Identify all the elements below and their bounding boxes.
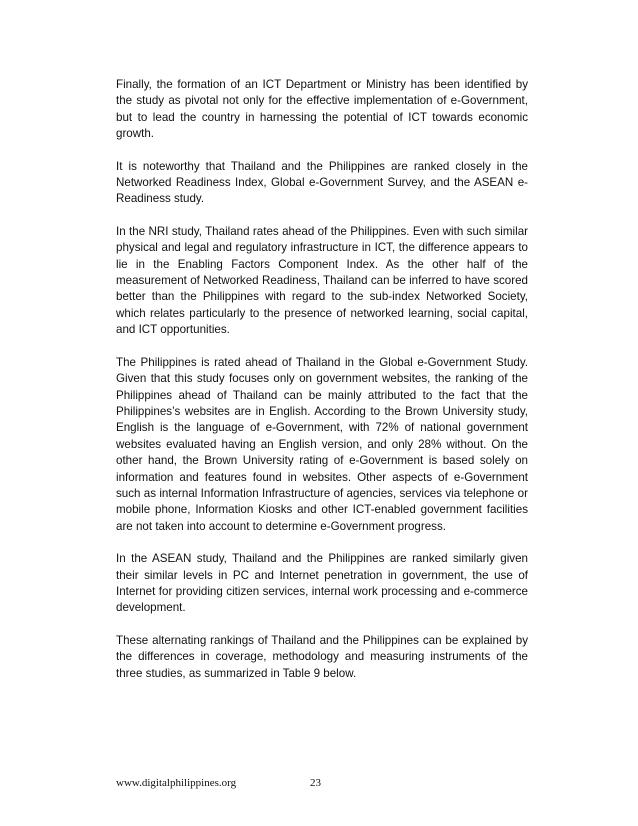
- paragraph-asean-study: In the ASEAN study, Thailand and the Philippines are ranked similarly given their similar levels in PC and Internet penetration in government, the use of Internet for providing citizen services, internal work processing and e-commerce development.: [116, 552, 528, 615]
- paragraph-nri-study: In the NRI study, Thailand rates ahead of the Philippines. Even with such similar physical and legal and regulatory infrastructure in ICT, the difference appears to lie in the Enabling Factors Component Index. As the other half of the measurement of Networked Readiness, Thailand can be inferred to have scored better than the Philippines with regard to the sub-index Networked Society, which relates particularly to the presence of networked learning, social capital, and ICT opportunities.: [116, 224, 528, 337]
- paragraph-rankings-close: It is noteworthy that Thailand and the Philippines are ranked closely in the Networked Readiness Index, Global e-Government Survey, and the ASEAN e-Readiness study.: [116, 159, 528, 206]
- paragraph-ict-department: Finally, the formation of an ICT Department or Ministry has been identified by the study as pivotal not only for the effective implementation of e-Government, but to lead the country in harnessing the potential of ICT towards economic growth.: [116, 78, 528, 141]
- footer-url: www.digitalphilippines.org: [116, 777, 237, 789]
- paragraph-egovernment-study: The Philippines is rated ahead of Thailand in the Global e-Government Study. Given that this study focuses only on government websites, the ranking of the Philippines ahead of Thailand can be mainly attributed to the fact that the Philippines’s websites are in English. According to the Brown University study, English is the language of e-Government, with 72% of national government websites evaluated having an English version, and only 28% without. On the other hand, the Brown University rating of e-Government is based solely on information and features found in websites. Other aspects of e-Government such as internal Information Infrastructure of agencies, services via telephone or mobile phone, Information Kiosks and other ICT-enabled government facilities are not taken into account to determine e-Government progress.: [116, 355, 528, 533]
- page-number: 23: [310, 777, 321, 789]
- paragraph-alternating-rankings: These alternating rankings of Thailand and the Philippines can be explained by the differences in coverage, methodology and measuring instruments of the three studies, as summarized in Table 9 below.: [116, 633, 528, 680]
- body-text: [116, 77, 528, 698]
